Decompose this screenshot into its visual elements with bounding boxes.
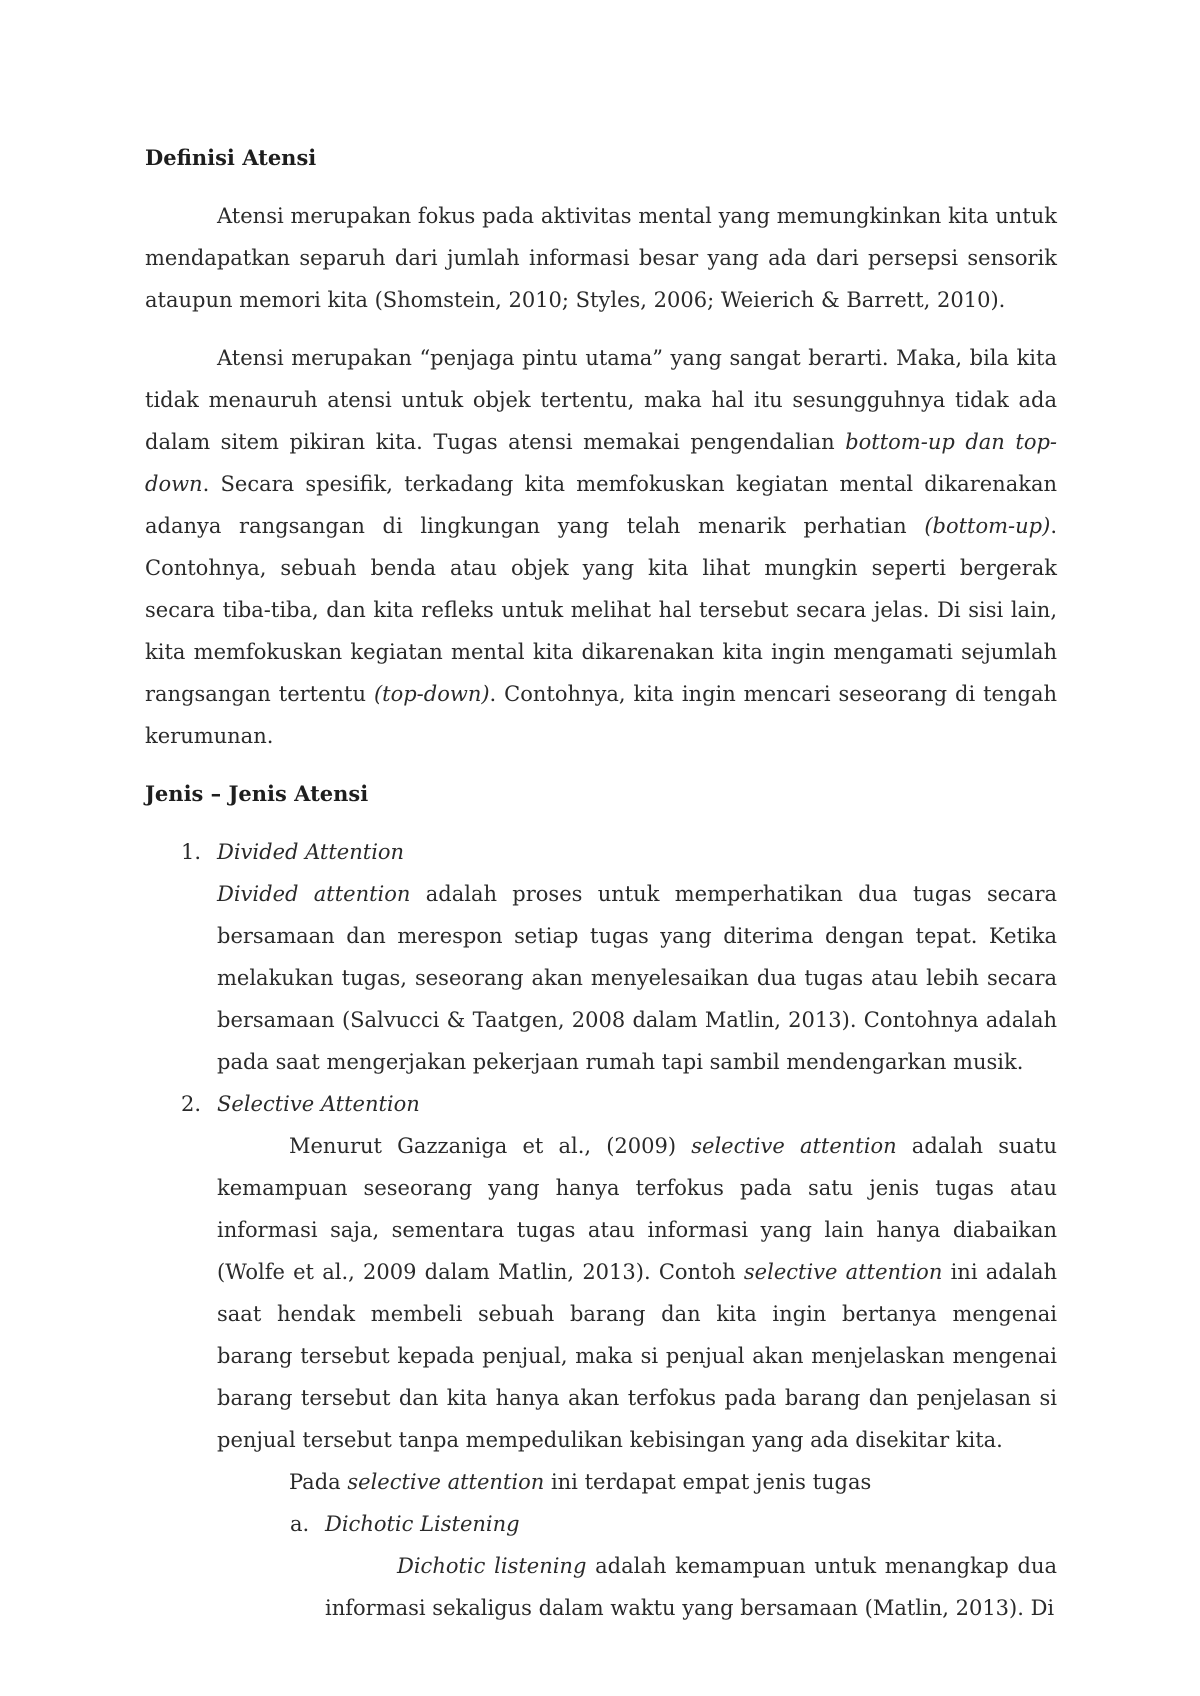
list-item-divided-attention xyxy=(145,831,1057,873)
text-run: ini terdapat empat jenis tugas xyxy=(544,1470,872,1494)
list-item-title: Divided Attention xyxy=(217,840,405,864)
list-item-selective-attention xyxy=(145,1083,1057,1125)
emphasis-dichotic-listening: Dichotic listening xyxy=(397,1554,587,1578)
paragraph-definisi-2 xyxy=(145,337,1057,757)
emphasis-selective-attention: selective attention xyxy=(743,1260,943,1284)
paragraph-selective-attention-1 xyxy=(145,1125,1057,1461)
emphasis-bottom-up-top-down: bottom-up dan top-down xyxy=(145,430,1057,496)
list-number: 1. xyxy=(181,840,202,864)
text-run: adalah proses untuk memperhatikan dua tugas secara bersamaan dan merespon setiap tugas yang diterima dengan tepat. Ketika melakukan tugas, seseorang akan menyelesaikan dua tugas atau lebih secara bersamaan (Salvucci & Taatgen, 2008 dalam Matlin, 2013). Contohnya adalah pada saat mengerjakan pekerjaan rumah tapi sambil mendengarkan musik. xyxy=(217,882,1058,1074)
text-run: adalah suatu kemampuan seseorang yang hanya terfokus pada satu jenis tugas atau informasi saja, sementara tugas atau informasi yang lain hanya diabaikan (Wolfe et al., 2009 dalam Matlin, 2013). Contoh xyxy=(217,1134,1057,1284)
section-heading-definisi: Definisi Atensi xyxy=(145,145,317,170)
document-content xyxy=(145,137,1057,1629)
text-run: ini adalah saat hendak membeli sebuah barang dan kita ingin bertanya mengenai barang tersebut kepada penjual, maka si penjual akan menjelaskan mengenai barang tersebut dan kita hanya akan terfokus pada barang dan penjelasan si penjual tersebut tanpa mempedulikan kebisingan yang ada disekitar kita. xyxy=(217,1260,1057,1452)
emphasis-bottom-up: (bottom-up) xyxy=(924,514,1051,538)
list-item-title: Selective Attention xyxy=(217,1092,420,1116)
text-run: Atensi merupakan “penjaga pintu utama” yang sangat berarti. Maka, bila kita tidak menauruh atensi untuk objek tertentu, maka hal itu sesungguhnya tidak ada dalam sitem pikiran kita. Tugas atensi memakai pengendalian xyxy=(145,346,1057,454)
emphasis-divided-attention: Divided attention xyxy=(217,882,411,906)
sub-item-letter: a. xyxy=(290,1512,310,1536)
emphasis-selective-attention: selective attention xyxy=(347,1470,545,1494)
paragraph-dichotic-listening xyxy=(145,1545,1057,1629)
paragraph-divided-attention xyxy=(145,873,1057,1083)
text-run: Menurut Gazzaniga et al., (2009) xyxy=(289,1134,692,1158)
list-number: 2. xyxy=(181,1092,202,1116)
text-run: Pada xyxy=(289,1470,348,1494)
emphasis-top-down: (top-down) xyxy=(373,682,490,706)
text-run: adalah kemampuan untuk menangkap dua informasi sekaligus dalam waktu yang bersamaan (Matlin, 2013). Di xyxy=(325,1554,1058,1620)
sub-item-dichotic-listening xyxy=(145,1503,1057,1545)
emphasis-selective-attention: selective attention xyxy=(691,1134,897,1158)
sub-item-title: Dichotic Listening xyxy=(325,1512,520,1536)
paragraph-definisi-1: Atensi merupakan fokus pada aktivitas mental yang memungkinkan kita untuk mendapatkan separuh dari jumlah informasi besar yang ada dari persepsi sensorik ataupun memori kita (Shomstein, 2010; Styles, 2006; Weierich & Barrett, 2010). xyxy=(145,204,1057,312)
text-run: . Secara spesifik, terkadang kita memfokuskan kegiatan mental dikarenakan adanya rangsangan di lingkungan yang telah menarik perhatian xyxy=(145,472,1057,538)
text-run: . Contohnya, kita ingin mencari seseorang di tengah kerumunan. xyxy=(145,682,1057,748)
text-run: . Contohnya, sebuah benda atau objek yang kita lihat mungkin seperti bergerak secara tiba-tiba, dan kita refleks untuk melihat hal tersebut secara jelas. Di sisi lain, kita memfokuskan kegiatan mental kita dikarenakan kita ingin mengamati sejumlah rangsangan tertentu xyxy=(145,514,1057,706)
paragraph-selective-attention-2 xyxy=(145,1461,1057,1503)
section-heading-jenis: Jenis – Jenis Atensi xyxy=(145,781,369,806)
